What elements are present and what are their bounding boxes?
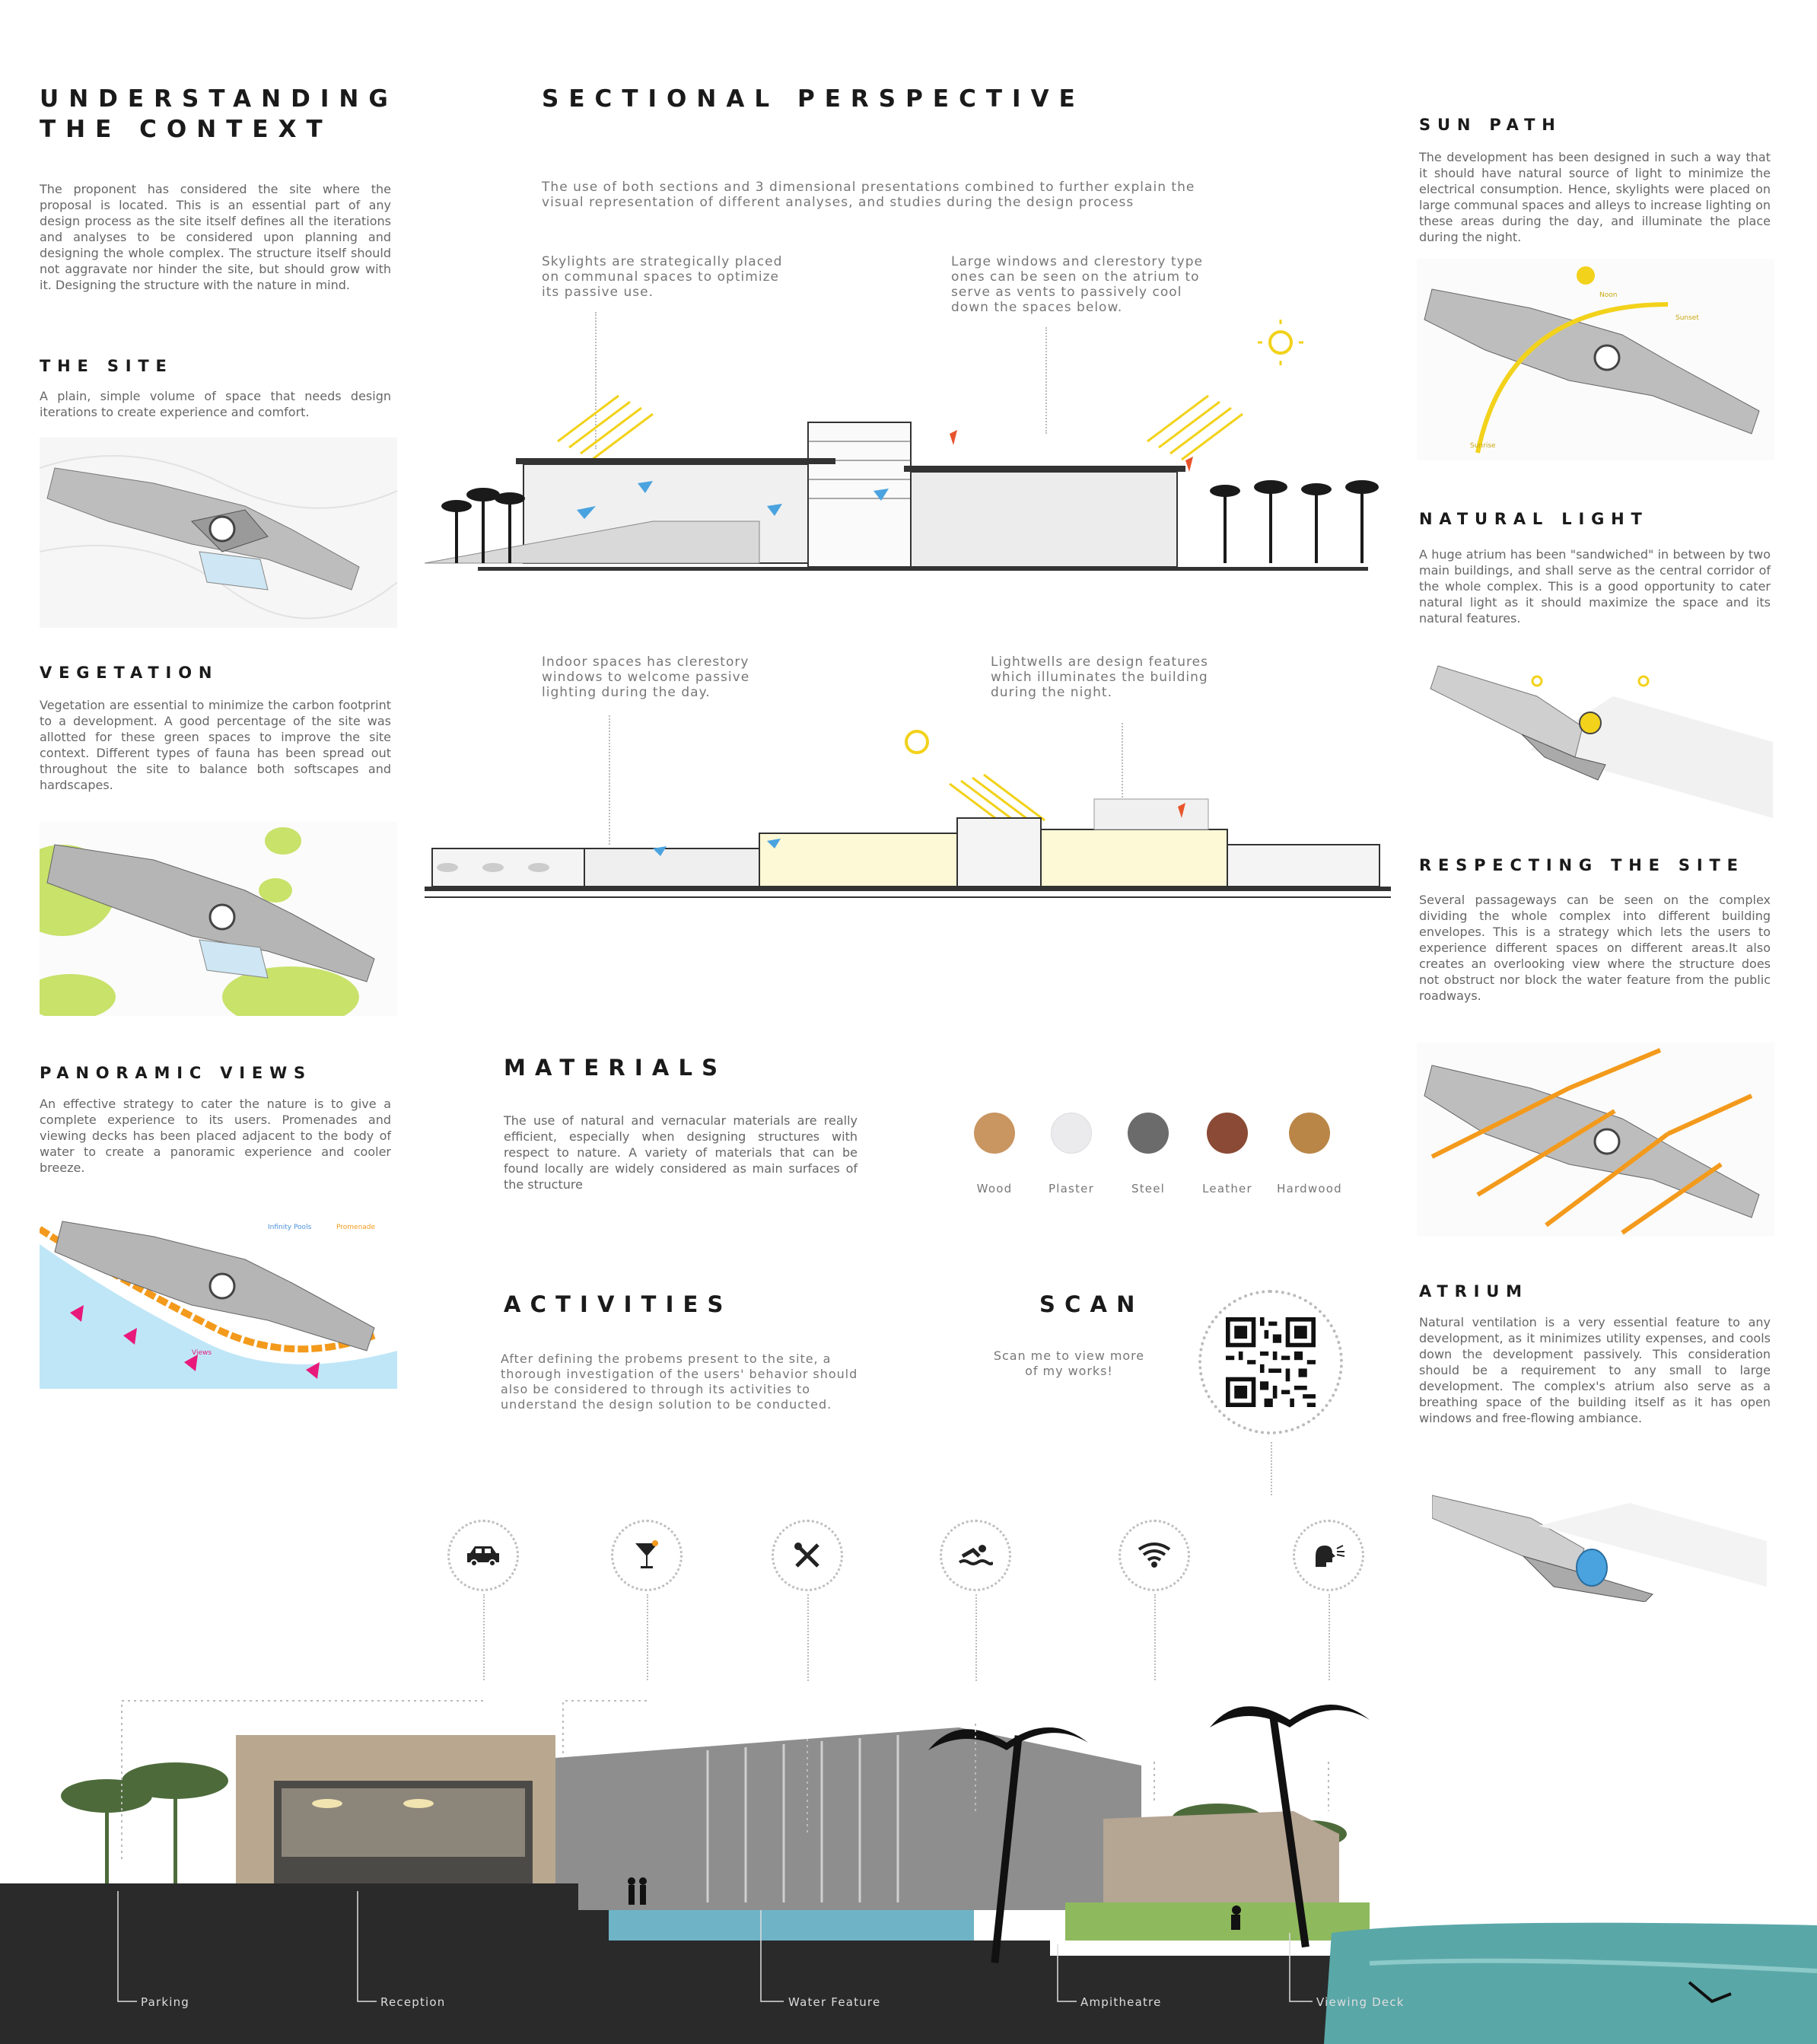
vegetation-diagram	[40, 822, 397, 1016]
activities-body: After defining the probems present to the site, a thorough investigation of the users' behavior should also be considered to through its activities to understand the design solution to be conducted.	[501, 1352, 858, 1412]
materials-heading: MATERIALS	[504, 1055, 727, 1081]
atrium-body: Natural ventilation is a very essential feature to any development, as it minimizes utility expenses, and cools down the development passively. This consideration should be a requirement to any small to large development. The complex's atrium also serve as a breathing space of the building itself as it has open windows and free-flowing ambiance.	[1419, 1315, 1771, 1425]
swatch-label-leather: Leather	[1202, 1182, 1252, 1196]
vegetation-body: Vegetation are essential to minimize the carbon footprint to a development. A good percentage of the site was allotted for these green spaces to improve the site context. Different types of fauna has been spread out throughout the site to balance both softscapes and hardscapes.	[40, 698, 391, 792]
swatch-label-plaster: Plaster	[1049, 1182, 1094, 1196]
swatch-label-steel: Steel	[1131, 1182, 1166, 1196]
label-noon: Noon	[1599, 291, 1618, 299]
callout-skylights: Skylights are strategically placed on communal spaces to optimize its passive use.	[542, 254, 783, 300]
section-upper	[425, 320, 1391, 578]
footer-label-water-feature: Water Feature	[788, 1995, 881, 2009]
label-views: Views	[192, 1349, 212, 1357]
site-heading: THE SITE	[40, 357, 173, 375]
leader-qr	[1271, 1442, 1272, 1495]
qr-code[interactable]	[1198, 1290, 1343, 1434]
panoramic-heading: PANORAMIC VIEWS	[40, 1064, 312, 1082]
context-heading: UNDERSTANDING THE CONTEXT	[40, 85, 398, 143]
sectional-intro: The use of both sections and 3 dimensional presentations combined to further explain the visual representation of different analyses, and studies during the design process	[542, 180, 1195, 210]
swatch-plaster	[1051, 1113, 1092, 1154]
label-promenade: Promenade	[336, 1224, 376, 1231]
activity-car[interactable]	[447, 1520, 519, 1591]
footer-label-viewing-deck: Viewing Deck	[1316, 1995, 1405, 2009]
swatch-steel	[1128, 1113, 1169, 1154]
natural-light-heading: NATURAL LIGHT	[1419, 510, 1649, 528]
site-diagram	[40, 438, 397, 628]
swatch-wood	[974, 1113, 1015, 1154]
respecting-heading: RESPECTING THE SITE	[1419, 856, 1745, 874]
callout-indoor: Indoor spaces has clerestory windows to welcome passive lighting during the day.	[542, 654, 750, 700]
footer-label-parking: Parking	[141, 1995, 190, 2009]
label-infinity-pools: Infinity Pools	[268, 1224, 312, 1231]
activity-viewing[interactable]	[1293, 1520, 1364, 1591]
atrium-heading: ATRIUM	[1419, 1282, 1529, 1301]
activity-swimming[interactable]	[940, 1520, 1011, 1591]
natural-light-body: A huge atrium has been "sandwiched" in between by two main buildings, and shall serve as the central corridor of the whole complex. This is a good opportunity to cater natural light as it should maximize the space and its natural features.	[1419, 547, 1771, 626]
viewing-icon	[1311, 1541, 1346, 1570]
panoramic-diagram	[40, 1199, 397, 1389]
callout-lightwells: Lightwells are design features which illuminates the building during the night.	[991, 654, 1209, 700]
atrium-diagram	[1432, 1480, 1767, 1602]
footer-label-ampitheatre: Ampitheatre	[1080, 1995, 1162, 2009]
activity-dining[interactable]	[772, 1520, 843, 1591]
panoramic-body: An effective strategy to cater the nature is to give a complete experience to its users. Promenades and viewing decks has been placed adjacent to the body of water to create a panoramic experience and cooler breeze.	[40, 1097, 391, 1175]
activity-wifi[interactable]	[1119, 1520, 1190, 1591]
activity-bar[interactable]	[611, 1520, 683, 1591]
swatch-label-wood: Wood	[976, 1182, 1013, 1196]
car-icon	[466, 1544, 501, 1567]
callout-windows: Large windows and clerestory type ones can be seen on the atrium to serve as vents to passively cool down the spaces below.	[951, 254, 1203, 315]
context-body: The proponent has considered the site where the proposal is located. This is an essential part of any design process as the site itself defines all the iterations and analyses to be considered upon planning and designing the whole complex. The structure itself should not aggravate nor hinder the site, but should grow with it. Designing the structure with the nature in mind.	[40, 182, 391, 292]
activities-heading: ACTIVITIES	[504, 1291, 733, 1317]
swatch-label-hardwood: Hardwood	[1277, 1182, 1342, 1196]
sun-path-heading: SUN PATH	[1419, 116, 1562, 134]
swatch-leather	[1207, 1113, 1248, 1154]
section-lower	[425, 723, 1391, 944]
label-sunrise: Sunrise	[1470, 442, 1496, 450]
materials-body: The use of natural and vernacular materials are really efficient, especially when designing structures with respect to nature. A variety of materials that can be found locally are widely considered as main surfaces of the structure	[504, 1113, 858, 1192]
footer-label-reception: Reception	[380, 1995, 446, 2009]
vegetation-heading: VEGETATION	[40, 664, 219, 682]
respecting-diagram	[1417, 1043, 1774, 1237]
cocktail-icon	[634, 1540, 660, 1571]
site-body: A plain, simple volume of space that needs design iterations to create experience and comfort.	[40, 389, 391, 419]
sun-path-body: The development has been designed in such a way that it should have natural source of light to minimize the electrical consumption. Hence, skylights were placed on large communal spaces and alleys to increase lighting on these areas during the day, and illuminate the place during the night.	[1419, 150, 1771, 244]
sun-path-diagram	[1417, 259, 1774, 460]
panorama-render	[0, 1682, 1817, 2044]
respecting-body: Several passageways can be seen on the complex dividing the whole complex into different building envelopes. This is a strategy which lets the users to experience different spaces on different areas.It also creates an overlooking view where the structure does not obstruct nor block the water feature from the public roadways.	[1419, 893, 1771, 1003]
scan-heading: SCAN	[1039, 1291, 1144, 1317]
qr-code-icon	[1226, 1317, 1316, 1407]
label-sunset: Sunset	[1675, 314, 1699, 322]
natural-light-diagram	[1423, 651, 1773, 818]
sectional-heading: SECTIONAL PERSPECTIVE	[542, 85, 1085, 113]
wifi-icon	[1138, 1542, 1171, 1569]
swatch-hardwood	[1289, 1113, 1330, 1154]
scan-body: Scan me to view more of my works!	[993, 1348, 1145, 1378]
fork-knife-icon	[792, 1540, 823, 1571]
swimming-icon	[958, 1543, 993, 1568]
